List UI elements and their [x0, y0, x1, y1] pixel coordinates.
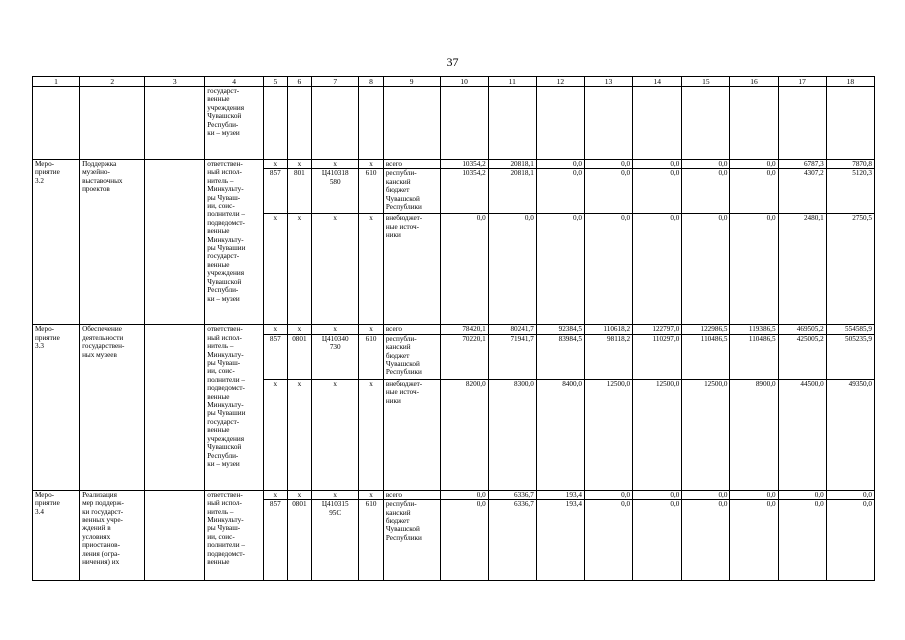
code-cell: x	[287, 379, 312, 490]
header-cell: 1	[33, 77, 80, 87]
measure-name: Реализация мер поддерж- ки государст- венных учре- ждений в условиях приостанов- ления (огра- ничения) их	[80, 490, 145, 580]
value-cell: 0,0	[440, 500, 488, 581]
empty-cell	[730, 87, 778, 160]
value-cell: 0,0	[826, 500, 874, 581]
source-cell: республи- канский бюджет Чувашской Республики	[383, 500, 440, 581]
measure-name: Обеспечение деятельности государствен- ных музеев	[80, 325, 145, 490]
value-cell: 70220,1	[440, 334, 488, 379]
empty-cell	[536, 87, 584, 160]
empty-cell	[145, 160, 205, 325]
value-cell: 8300,0	[488, 379, 536, 490]
header-cell: 12	[536, 77, 584, 87]
value-cell: 5120,3	[826, 169, 874, 214]
empty-cell	[287, 87, 312, 160]
header-cell: 2	[80, 77, 145, 87]
responsible-cell: государст- венные учреждения Чувашской Республи- ки – музеи	[205, 87, 264, 160]
header-cell: 8	[359, 77, 384, 87]
value-cell: 6787,3	[778, 160, 826, 169]
code-cell: x	[359, 490, 384, 499]
code-cell: x	[312, 214, 359, 325]
value-cell: 7870,8	[826, 160, 874, 169]
value-cell: 0,0	[536, 160, 584, 169]
empty-cell	[145, 325, 205, 490]
value-cell: 6336,7	[488, 500, 536, 581]
value-cell: 110618,2	[584, 325, 632, 334]
value-cell: 122797,0	[633, 325, 682, 334]
empty-cell	[383, 87, 440, 160]
code-cell: 857	[264, 500, 288, 581]
code-cell: x	[287, 214, 312, 325]
empty-cell	[440, 87, 488, 160]
page-number: 37	[446, 55, 459, 69]
value-cell: 71941,7	[488, 334, 536, 379]
value-cell: 8200,0	[440, 379, 488, 490]
value-cell: 10354,2	[440, 169, 488, 214]
empty-cell	[312, 87, 359, 160]
value-cell: 2480,1	[778, 214, 826, 325]
responsible-cell: ответствен- ный испол- нитель – Минкульту- ры Чуваш- ии, соис- полнители – подведомст- венные	[205, 490, 264, 580]
value-cell: 193,4	[536, 500, 584, 581]
code-cell: 0801	[287, 334, 312, 379]
value-cell: 110486,5	[682, 334, 730, 379]
value-cell: 0,0	[633, 169, 682, 214]
header-cell: 5	[264, 77, 288, 87]
value-cell: 0,0	[682, 160, 730, 169]
empty-cell	[145, 490, 205, 580]
value-cell: 110297,0	[633, 334, 682, 379]
value-cell: 78420,1	[440, 325, 488, 334]
value-cell: 12500,0	[682, 379, 730, 490]
source-cell: внебюджет- ные источ- ники	[383, 214, 440, 325]
value-cell: 469505,2	[778, 325, 826, 334]
code-cell: x	[287, 490, 312, 499]
header-row	[33, 77, 875, 87]
source-cell: внебюджет- ные источ- ники	[383, 379, 440, 490]
empty-cell	[682, 87, 730, 160]
value-cell: 8400,0	[536, 379, 584, 490]
empty-cell	[145, 87, 205, 160]
value-cell: 98118,2	[584, 334, 632, 379]
measure-number: Меро- приятие 3.2	[33, 160, 80, 325]
header-cell: 11	[488, 77, 536, 87]
header-cell: 16	[730, 77, 778, 87]
value-cell: 425005,2	[778, 334, 826, 379]
code-cell: 610	[359, 500, 384, 581]
value-cell: 0,0	[488, 214, 536, 325]
code-cell: x	[264, 490, 288, 499]
source-cell: всего	[383, 325, 440, 334]
measure-name: Поддержка музейно- выставочных проектов	[80, 160, 145, 325]
value-cell: 0,0	[633, 490, 682, 499]
value-cell: 0,0	[730, 214, 778, 325]
value-cell: 0,0	[440, 490, 488, 499]
value-cell: 83984,5	[536, 334, 584, 379]
value-cell: 0,0	[584, 490, 632, 499]
header-cell: 7	[312, 77, 359, 87]
source-cell: республи- канский бюджет Чувашской Республики	[383, 334, 440, 379]
value-cell: 0,0	[584, 500, 632, 581]
value-cell: 119386,5	[730, 325, 778, 334]
code-cell: Ц410318 580	[312, 169, 359, 214]
measure-number: Меро- приятие 3.3	[33, 325, 80, 490]
value-cell: 505235,9	[826, 334, 874, 379]
table-row	[33, 490, 875, 499]
value-cell: 0,0	[536, 169, 584, 214]
value-cell: 193,4	[536, 490, 584, 499]
value-cell: 0,0	[682, 500, 730, 581]
empty-cell	[264, 87, 288, 160]
empty-cell	[359, 87, 384, 160]
responsible-cell: ответствен- ный испол- нитель – Минкульту- ры Чуваш- ии, соис- полнители – подведомст- венные Минкульту- ры Чувашии государст- венные учреждения Чувашской Республи- ки – музеи	[205, 160, 264, 325]
empty-cell	[826, 87, 874, 160]
empty-cell	[488, 87, 536, 160]
code-cell: x	[264, 325, 288, 334]
value-cell: 80241,7	[488, 325, 536, 334]
value-cell: 44500,0	[778, 379, 826, 490]
header-cell: 9	[383, 77, 440, 87]
value-cell: 0,0	[584, 160, 632, 169]
value-cell: 6336,7	[488, 490, 536, 499]
value-cell: 0,0	[778, 490, 826, 499]
code-cell: 610	[359, 334, 384, 379]
value-cell: 0,0	[536, 214, 584, 325]
header-cell: 13	[584, 77, 632, 87]
code-cell: Ц410340 730	[312, 334, 359, 379]
code-cell: x	[312, 379, 359, 490]
budget-table	[32, 76, 875, 581]
value-cell: 0,0	[730, 160, 778, 169]
value-cell: 8900,0	[730, 379, 778, 490]
value-cell: 0,0	[778, 500, 826, 581]
code-cell: x	[359, 379, 384, 490]
header-cell: 17	[778, 77, 826, 87]
code-cell: 0801	[287, 500, 312, 581]
header-cell: 10	[440, 77, 488, 87]
value-cell: 49350,0	[826, 379, 874, 490]
source-cell: всего	[383, 160, 440, 169]
code-cell: x	[287, 325, 312, 334]
code-cell: 801	[287, 169, 312, 214]
code-cell: x	[264, 160, 288, 169]
value-cell: 554585,9	[826, 325, 874, 334]
value-cell: 20818,1	[488, 169, 536, 214]
value-cell: 10354,2	[440, 160, 488, 169]
value-cell: 0,0	[682, 490, 730, 499]
value-cell: 12500,0	[633, 379, 682, 490]
table-row	[33, 325, 875, 334]
value-cell: 110486,5	[730, 334, 778, 379]
empty-cell	[33, 87, 80, 160]
header-cell: 14	[633, 77, 682, 87]
value-cell: 0,0	[730, 500, 778, 581]
code-cell: x	[312, 490, 359, 499]
empty-cell	[80, 87, 145, 160]
value-cell: 20818,1	[488, 160, 536, 169]
value-cell: 0,0	[730, 490, 778, 499]
code-cell: x	[359, 160, 384, 169]
value-cell: 122986,5	[682, 325, 730, 334]
table-row	[33, 160, 875, 169]
empty-cell	[584, 87, 632, 160]
header-cell: 4	[205, 77, 264, 87]
responsible-cell: ответствен- ный испол- нитель – Минкульту- ры Чуваш- ии, соис- полнители – подведомст- венные Минкульту- ры Чувашии государст- венные учреждения Чувашской Республи- ки – музеи	[205, 325, 264, 490]
code-cell: x	[287, 160, 312, 169]
code-cell: Ц410315 95С	[312, 500, 359, 581]
header-cell: 15	[682, 77, 730, 87]
measure-number: Меро- приятие 3.4	[33, 490, 80, 580]
empty-cell	[633, 87, 682, 160]
value-cell: 0,0	[633, 214, 682, 325]
value-cell: 0,0	[633, 500, 682, 581]
code-cell: x	[359, 325, 384, 334]
code-cell: 857	[264, 169, 288, 214]
value-cell: 0,0	[584, 214, 632, 325]
continuation-row	[33, 87, 875, 160]
value-cell: 92384,5	[536, 325, 584, 334]
value-cell: 0,0	[730, 169, 778, 214]
code-cell: 857	[264, 334, 288, 379]
code-cell: x	[264, 379, 288, 490]
header-cell: 6	[287, 77, 312, 87]
value-cell: 0,0	[682, 169, 730, 214]
header-cell: 3	[145, 77, 205, 87]
code-cell: 610	[359, 169, 384, 214]
value-cell: 0,0	[584, 169, 632, 214]
value-cell: 0,0	[826, 490, 874, 499]
value-cell: 2750,5	[826, 214, 874, 325]
code-cell: x	[264, 214, 288, 325]
code-cell: x	[359, 214, 384, 325]
value-cell: 0,0	[440, 214, 488, 325]
value-cell: 0,0	[633, 160, 682, 169]
value-cell: 0,0	[682, 214, 730, 325]
value-cell: 12500,0	[584, 379, 632, 490]
code-cell: x	[312, 325, 359, 334]
value-cell: 4307,2	[778, 169, 826, 214]
code-cell: x	[312, 160, 359, 169]
source-cell: всего	[383, 490, 440, 499]
header-cell: 18	[826, 77, 874, 87]
empty-cell	[778, 87, 826, 160]
source-cell: республи- канский бюджет Чувашской Республики	[383, 169, 440, 214]
